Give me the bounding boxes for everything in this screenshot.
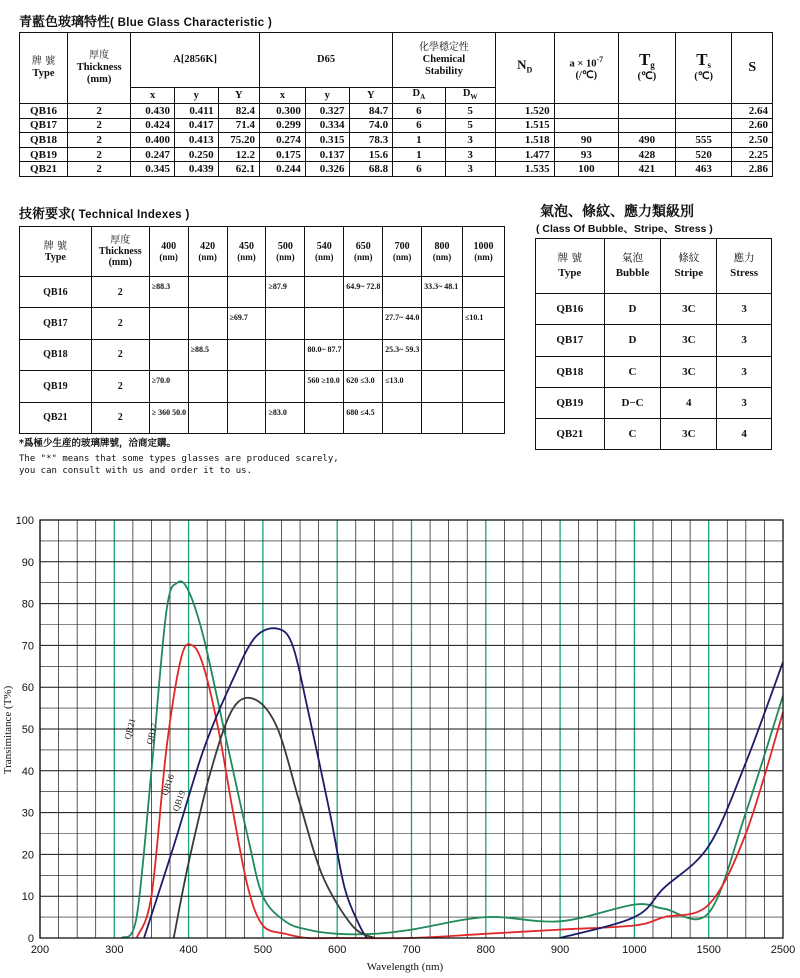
cell-stress: 3 [717, 387, 772, 418]
x-tick-label: 1000 [622, 944, 647, 956]
cell-dy: 0.137 [305, 147, 349, 162]
cell-stripe: 3C [661, 356, 717, 387]
y-tick-label: 10 [21, 891, 34, 904]
y-tick-label: 50 [21, 724, 34, 736]
wavelength-header: 400 (nm) [149, 227, 188, 277]
cell-dy: 0.327 [305, 104, 349, 119]
cell-thickness: 2 [68, 147, 131, 162]
table-row [536, 325, 772, 356]
cell-index-value: 33.3~ 48.1 [422, 277, 463, 308]
cell-dx: 0.175 [260, 147, 306, 162]
cell-index-value [383, 402, 422, 433]
cell-index-value [266, 308, 305, 339]
cell-index-value [462, 371, 504, 402]
cell-index-value [188, 371, 227, 402]
bubble-type-header: 牌 號 Type [536, 239, 605, 294]
cell-index-value [344, 339, 383, 370]
cell-index-value [188, 402, 227, 433]
y-tick-label: 30 [21, 807, 34, 820]
tech-title-en: ( Technical Indexes ) [71, 209, 190, 221]
cell-stripe: 3C [661, 419, 717, 450]
cell-stress: 3 [717, 356, 772, 387]
cell-index-value: ≥88.5 [188, 339, 227, 370]
cell-ax: 0.345 [131, 162, 175, 177]
cell-ay: 0.417 [174, 118, 218, 133]
thickness-header: 厚度 Thickness (mm) [68, 33, 131, 104]
d65-header: D65 [260, 33, 393, 88]
cell-bubble: D−C [604, 387, 661, 418]
cell-tg [619, 118, 676, 133]
y-tick-label: 40 [21, 765, 34, 778]
tech-title [19, 203, 190, 222]
bubble-title: 氣泡、條紋、應力類級別 [540, 204, 694, 220]
x-tick-label: 600 [328, 944, 347, 956]
cell-dx: 0.300 [260, 104, 306, 119]
cell-ts: 555 [675, 133, 732, 148]
cell-index-value [227, 402, 266, 433]
series-label: QB19 [170, 789, 188, 813]
a-x-header: x [131, 88, 175, 104]
x-tick-label: 200 [30, 944, 50, 956]
cell-type: QB21 [20, 402, 92, 433]
chart-curves [122, 581, 783, 938]
cell-ax: 0.430 [131, 104, 175, 119]
cell-dY: 74.0 [349, 118, 393, 133]
x-tick-label: 900 [550, 944, 570, 956]
cell-ay: 0.411 [174, 104, 218, 119]
wavelength-header: 800 (nm) [422, 227, 463, 277]
x-tick-label: 400 [179, 944, 198, 956]
x-tick-label: 300 [105, 944, 124, 956]
x-tick-label: 2500 [770, 944, 796, 956]
cell-index-value: ≥83.0 [266, 402, 305, 433]
cell-index-value: 680 ≤4.5 [344, 402, 383, 433]
nd-header: $N_D$ [495, 33, 554, 104]
cell-index-value [383, 277, 422, 308]
table-row [20, 371, 505, 402]
series-label: QB17 [144, 722, 160, 746]
cell-index-value [227, 277, 266, 308]
cell-index-value: ≥ 360 50.0 [149, 402, 188, 433]
cell-thickness: 2 [91, 277, 149, 308]
table-row [536, 356, 772, 387]
bubble-stress-header: 應力 Stress [717, 239, 772, 294]
cell-index-value: ≥69.7 [227, 308, 266, 339]
cell-index-value [305, 402, 344, 433]
y-tick-label: 0 [27, 933, 34, 945]
bubble-stripe-header: 條紋 Stripe [661, 239, 717, 294]
cell-type: QB17 [20, 308, 92, 339]
tg-header: $T_g$ (℃) [619, 33, 676, 104]
y-tick-label: 60 [21, 682, 34, 695]
cell-dy: 0.326 [305, 162, 349, 177]
cell-ts [675, 104, 732, 119]
cell-stress: 3 [717, 294, 772, 325]
chem-header: 化學穩定性 Chemical Stability [393, 33, 496, 88]
cell-s: 2.25 [732, 147, 773, 162]
blue-glass-title-cn: 青藍色玻璃特性 [19, 15, 111, 30]
cell-tg: 421 [619, 162, 676, 177]
cell-nd: 1.535 [495, 162, 554, 177]
cell-dy: 0.334 [305, 118, 349, 133]
cell-type: QB16 [20, 277, 92, 308]
table-row [20, 133, 773, 148]
cell-dw: 3 [445, 133, 495, 148]
cell-index-value: ≥87.9 [266, 277, 305, 308]
table-row [20, 104, 773, 119]
cell-thickness: 2 [91, 308, 149, 339]
cell-index-value [344, 308, 383, 339]
cell-ax: 0.247 [131, 147, 175, 162]
cell-dx: 0.244 [260, 162, 306, 177]
cell-aY: 62.1 [218, 162, 259, 177]
curve-qb19 [174, 698, 375, 938]
cell-stripe: 3C [661, 325, 717, 356]
cell-ay: 0.439 [174, 162, 218, 177]
bubble-table [535, 238, 772, 450]
cell-type: QB18 [536, 356, 605, 387]
cell-aY: 82.4 [218, 104, 259, 119]
cell-index-value: ≤13.0 [383, 371, 422, 402]
cell-type: QB19 [20, 371, 92, 402]
cell-index-value [227, 339, 266, 370]
cell-s: 2.86 [732, 162, 773, 177]
cell-dy: 0.315 [305, 133, 349, 148]
cell-alpha: 100 [554, 162, 618, 177]
cell-ax: 0.424 [131, 118, 175, 133]
footnote [19, 438, 339, 477]
curve-qb21 [122, 581, 783, 938]
transmittance-chart [0, 500, 800, 978]
cell-dw: 5 [445, 104, 495, 119]
cell-index-value [422, 308, 463, 339]
cell-index-value [266, 339, 305, 370]
cell-index-value [266, 371, 305, 402]
cell-thickness: 2 [91, 339, 149, 370]
cell-stripe: 3C [661, 294, 717, 325]
cell-s: 2.60 [732, 118, 773, 133]
cell-index-value [149, 339, 188, 370]
footnote-en-2: you can consult with us and order it to us. [19, 466, 252, 476]
cell-index-value [227, 371, 266, 402]
a-header: A[2856K] [131, 33, 260, 88]
cell-index-value: 80.0~ 87.7 [305, 339, 344, 370]
cell-index-value [462, 339, 504, 370]
cell-s: 2.50 [732, 133, 773, 148]
cell-stripe: 4 [661, 387, 717, 418]
cell-stress: 4 [717, 419, 772, 450]
table-row [536, 387, 772, 418]
da-header: $D_A$ [393, 88, 445, 104]
cell-type: QB18 [20, 133, 68, 148]
cell-bubble: D [604, 325, 661, 356]
cell-index-value: ≥70.0 [149, 371, 188, 402]
alpha-header: $a \times 10^{-7}$ (/℃) [554, 33, 618, 104]
wavelength-header: 420 (nm) [188, 227, 227, 277]
cell-index-value [462, 277, 504, 308]
table-row [20, 147, 773, 162]
cell-type: QB16 [536, 294, 605, 325]
cell-dx: 0.299 [260, 118, 306, 133]
table-row [20, 402, 505, 433]
cell-index-value [422, 339, 463, 370]
d65-Y-header: Y [349, 88, 393, 104]
x-tick-label: 500 [253, 944, 273, 956]
wavelength-header: 700 (nm) [383, 227, 422, 277]
cell-ts: 463 [675, 162, 732, 177]
cell-ay: 0.250 [174, 147, 218, 162]
cell-da: 6 [393, 104, 445, 119]
cell-type: QB19 [536, 387, 605, 418]
cell-type: QB17 [536, 325, 605, 356]
d65-x-header: x [260, 88, 306, 104]
cell-index-value [462, 402, 504, 433]
wavelength-header: 450 (nm) [227, 227, 266, 277]
series-label: QB21 [122, 717, 138, 741]
cell-tg: 490 [619, 133, 676, 148]
table-row [20, 118, 773, 133]
a-y-header: y [174, 88, 218, 104]
cell-nd: 1.518 [495, 133, 554, 148]
x-tick-label: 700 [402, 944, 421, 956]
cell-da: 6 [393, 162, 445, 177]
cell-alpha: 93 [554, 147, 618, 162]
blue-glass-title-en: ( Blue Glass Characteristic ) [110, 17, 273, 29]
cell-index-value [422, 402, 463, 433]
cell-nd: 1.515 [495, 118, 554, 133]
cell-da: 1 [393, 147, 445, 162]
cell-index-value: 560 ≥10.0 [305, 371, 344, 402]
cell-s: 2.64 [732, 104, 773, 119]
cell-ts: 520 [675, 147, 732, 162]
cell-bubble: C [604, 419, 661, 450]
x-axis-label: Wavelength (nm) [366, 961, 444, 973]
cell-dw: 5 [445, 118, 495, 133]
cell-type: QB18 [20, 339, 92, 370]
cell-bubble: C [604, 356, 661, 387]
cell-index-value [188, 308, 227, 339]
cell-alpha [554, 104, 618, 119]
x-tick-label: 1500 [696, 944, 721, 956]
y-tick-label: 100 [15, 515, 34, 527]
cell-alpha: 90 [554, 133, 618, 148]
blue-glass-title [19, 11, 272, 30]
table-row [536, 294, 772, 325]
cell-aY: 75.20 [218, 133, 259, 148]
bubble-title-en: ( Class Of Bubble、Stripe、Stress ) [536, 223, 713, 235]
cell-da: 6 [393, 118, 445, 133]
tech-title-cn: 技術要求 [19, 207, 72, 222]
cell-dY: 15.6 [349, 147, 393, 162]
a-Y-header: Y [218, 88, 259, 104]
blue-glass-table [19, 32, 773, 177]
cell-type: QB21 [536, 419, 605, 450]
cell-type: QB19 [20, 147, 68, 162]
cell-index-value: ≥88.3 [149, 277, 188, 308]
s-header: S [732, 33, 773, 104]
cell-index-value [149, 308, 188, 339]
cell-type: QB17 [20, 118, 68, 133]
cell-index-value [305, 308, 344, 339]
cell-nd: 1.477 [495, 147, 554, 162]
cell-dw: 3 [445, 162, 495, 177]
wavelength-header: 540 (nm) [305, 227, 344, 277]
cell-index-value [305, 277, 344, 308]
cell-thickness: 2 [68, 133, 131, 148]
tech-table [19, 226, 505, 434]
table-row [536, 419, 772, 450]
table-row [20, 277, 505, 308]
wavelength-header: 500 (nm) [266, 227, 305, 277]
cell-thickness: 2 [91, 402, 149, 433]
cell-dx: 0.274 [260, 133, 306, 148]
tech-type-header: 牌 號 Type [20, 227, 92, 277]
cell-type: QB21 [20, 162, 68, 177]
cell-aY: 71.4 [218, 118, 259, 133]
x-tick-label: 800 [476, 944, 495, 956]
cell-da: 1 [393, 133, 445, 148]
cell-stress: 3 [717, 325, 772, 356]
cell-alpha [554, 118, 618, 133]
cell-index-value: 620 ≤3.0 [344, 371, 383, 402]
wavelength-header: 1000 (nm) [462, 227, 504, 277]
cell-tg: 428 [619, 147, 676, 162]
y-tick-label: 70 [21, 640, 34, 653]
cell-thickness: 2 [68, 118, 131, 133]
cell-aY: 12.2 [218, 147, 259, 162]
cell-index-value: 25.3~ 59.3 [383, 339, 422, 370]
cell-ts [675, 118, 732, 133]
cell-ay: 0.413 [174, 133, 218, 148]
cell-index-value: 64.9~ 72.8 [344, 277, 383, 308]
cell-dw: 3 [445, 147, 495, 162]
cell-index-value [422, 371, 463, 402]
table-row [20, 339, 505, 370]
series-label: QB16 [159, 773, 177, 797]
type-header: 牌 號 Type [20, 33, 68, 104]
cell-type: QB16 [20, 104, 68, 119]
curve-qb17 [137, 644, 783, 938]
y-tick-label: 80 [21, 598, 34, 611]
cell-nd: 1.520 [495, 104, 554, 119]
cell-index-value [188, 277, 227, 308]
ts-header: $T_s$ (℃) [675, 33, 732, 104]
footnote-zh: *爲極少生産的玻璃牌號，洽商定購。 [19, 438, 176, 449]
y-tick-label: 20 [21, 849, 34, 862]
cell-dY: 78.3 [349, 133, 393, 148]
tech-thickness-header: 厚度 Thickness (mm) [91, 227, 149, 277]
wavelength-header: 650 (nm) [344, 227, 383, 277]
cell-index-value: ≤10.1 [462, 308, 504, 339]
cell-tg [619, 104, 676, 119]
cell-index-value: 27.7~ 44.0 [383, 308, 422, 339]
cell-dY: 84.7 [349, 104, 393, 119]
cell-ax: 0.400 [131, 133, 175, 148]
y-tick-label: 90 [21, 556, 34, 569]
y-axis-label: Transimitance (T%) [2, 685, 14, 775]
d65-y-header: y [305, 88, 349, 104]
table-row [20, 162, 773, 177]
footnote-en-1: The "*" means that some types glasses are produced scarely, [19, 454, 339, 464]
cell-thickness: 2 [68, 104, 131, 119]
dw-header: $D_W$ [445, 88, 495, 104]
table-row [20, 308, 505, 339]
cell-dY: 68.8 [349, 162, 393, 177]
cell-thickness: 2 [91, 371, 149, 402]
cell-bubble: D [604, 294, 661, 325]
bubble-bubble-header: 氣泡 Bubble [604, 239, 661, 294]
cell-thickness: 2 [68, 162, 131, 177]
